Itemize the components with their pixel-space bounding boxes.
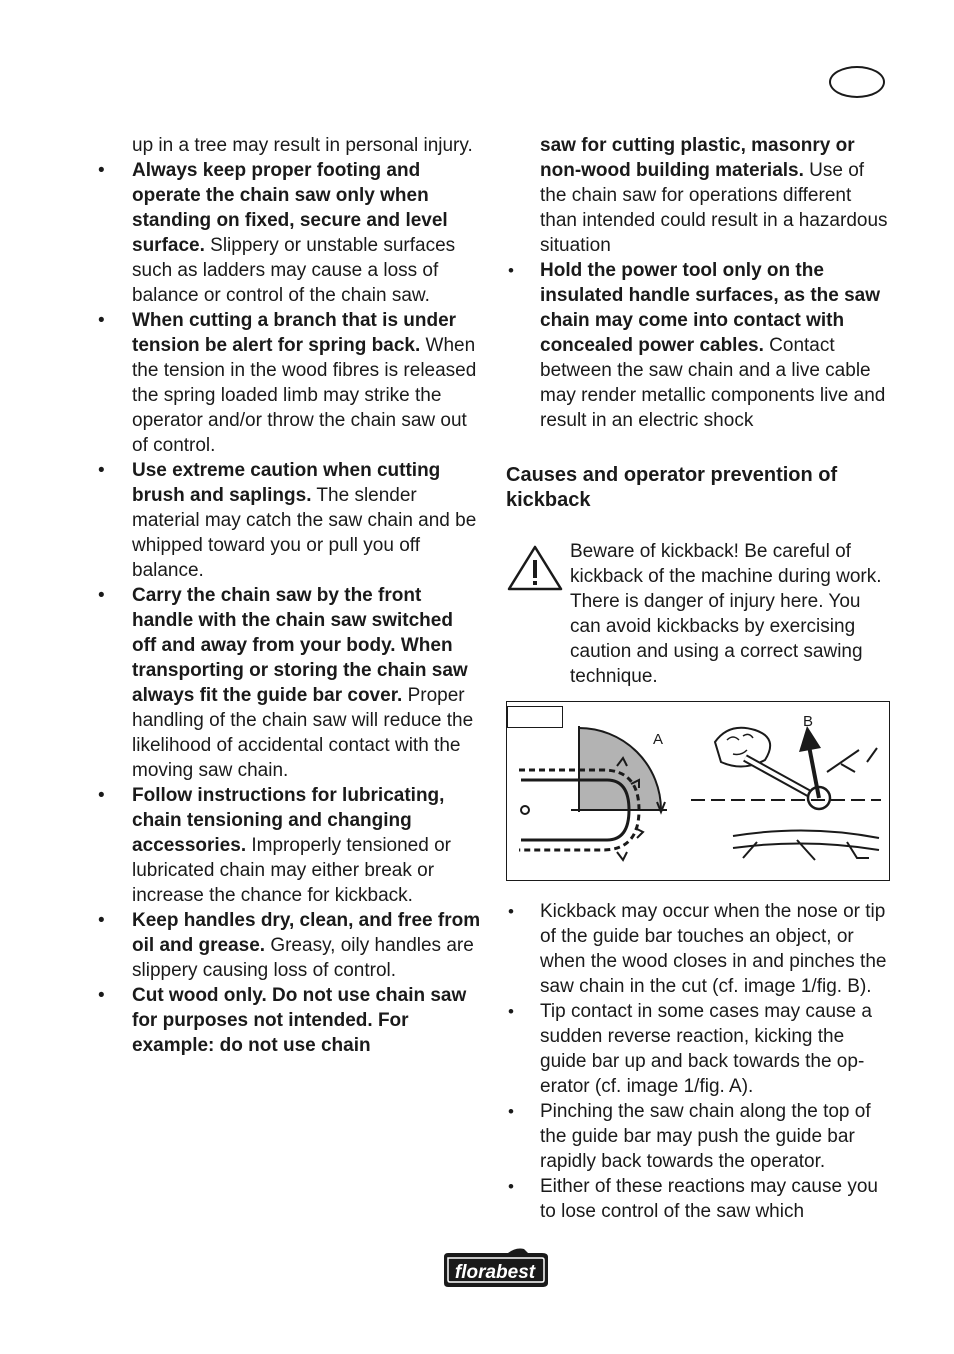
- bullet-text: Either of these reactions may cause you to lose control of the saw which: [540, 1176, 878, 1222]
- bullet: •: [508, 261, 514, 280]
- list-item: [506, 1099, 892, 1174]
- warning-block: [506, 539, 892, 689]
- list-item: [506, 899, 892, 999]
- warning-triangle-icon: [506, 543, 564, 593]
- language-badge: [829, 66, 885, 98]
- bullet: •: [508, 1002, 514, 1021]
- bullet: •: [98, 785, 105, 806]
- list-item: [98, 783, 482, 908]
- list-item: [98, 158, 482, 308]
- bold-instruction: Keep handles dry, clean, and free from oil and grease.: [132, 910, 481, 956]
- bullet-text: Pinching the saw chain along the top of the guide bar may push the guide bar rapidly back towards the operator.: [540, 1101, 871, 1172]
- logo-text: florabest: [454, 1262, 536, 1283]
- list-item: [98, 908, 482, 983]
- bullet: •: [98, 310, 105, 331]
- list-item: [506, 258, 892, 433]
- label-b: B: [803, 713, 814, 730]
- explanation: The slender material may catch the saw chain and be whipped toward you or pull you off balance.: [132, 485, 477, 581]
- left-column: [98, 133, 482, 1058]
- list-item: [506, 1174, 892, 1224]
- list-item: [98, 583, 482, 783]
- bullet: •: [508, 902, 514, 921]
- bullet-text: Kickback may occur when the nose or tip of the guide bar touches an object, or when the wood closes in and pinches the saw chain in the cut (cf. image 1/fig. B).: [540, 901, 887, 997]
- explanation: Improperly tensioned or lubricated chain may either break or increase the chance for kickback.: [132, 835, 451, 906]
- bullet: •: [98, 460, 105, 481]
- explanation: When the tension in the wood fibres is released the spring loaded limb may strike the operator and/or throw the chain saw out of control.: [132, 335, 477, 456]
- list-item: [98, 308, 482, 458]
- bullet: •: [98, 910, 105, 931]
- bold-instruction: Hold the power tool only on the insulated handle surfaces, as the saw chain may come into contact with concealed power cables.: [540, 260, 881, 356]
- bold-instruction: Follow instructions for lubricating, chain tensioning and changing accessories.: [132, 785, 445, 856]
- kickback-illustration: [507, 702, 891, 882]
- bullet: •: [98, 585, 105, 606]
- bold-instruction: Carry the chain saw by the front handle with the chain saw switched off and away from your body. When transporting or storing the chain saw always fit the guide bar cover.: [132, 585, 468, 706]
- bullet: •: [98, 985, 105, 1006]
- explanation: Slippery or unstable surfaces such as ladders may cause a loss of balance or control of the chain saw.: [132, 235, 456, 306]
- bold-instruction: saw for cutting plastic, masonry or non-wood building materials.: [540, 135, 855, 181]
- bold-instruction: Always keep proper footing and operate the chain saw only when standing on fixed, secure and level surface.: [132, 160, 448, 256]
- label-a: A: [653, 731, 664, 748]
- bullet: •: [508, 1102, 514, 1121]
- explanation: Proper handling of the chain saw will reduce the likelihood of accidental contact with the moving saw chain.: [132, 685, 474, 781]
- continued-text: [506, 133, 892, 258]
- bold-instruction: Cut wood only. Do not use chain saw for purposes not intended. For example: do not use chain: [132, 985, 467, 1056]
- explanation: Use of the chain saw for operations different than intended could result in a hazardous situation: [540, 160, 888, 256]
- warning-text: Beware of kickback! Be careful of kickback of the machine during work. There is danger of injury here. You can avoid kickbacks by exercising caution and using a correct sawing technique.: [570, 541, 882, 687]
- bold-instruction: Use extreme caution when cutting brush and saplings.: [132, 460, 441, 506]
- list-item: [98, 458, 482, 583]
- continued-text: up in a tree may result in personal injury.: [132, 135, 473, 156]
- explanation: Contact between the saw chain and a live cable may render metallic components live and result in an electric shock: [540, 335, 886, 431]
- right-column: [506, 133, 892, 1224]
- bold-instruction: When cutting a branch that is under tension be alert for spring back.: [132, 310, 457, 356]
- florabest-logo: [438, 1245, 552, 1291]
- bullet: •: [98, 160, 105, 181]
- list-item: [98, 983, 482, 1058]
- bullet-text: Tip contact in some cases may cause a sudden reverse reaction, kicking the guide bar up and back towards the operator (cf. image 1/fig. A).: [540, 1001, 872, 1097]
- list-item: [506, 999, 892, 1099]
- kickback-bullets: [506, 899, 892, 1224]
- explanation: Greasy, oily handles are slippery causing loss of control.: [132, 935, 474, 981]
- kickback-figure: [506, 701, 890, 881]
- bullet: •: [508, 1177, 514, 1196]
- section-heading: Causes and operator prevention of kickback: [506, 464, 838, 511]
